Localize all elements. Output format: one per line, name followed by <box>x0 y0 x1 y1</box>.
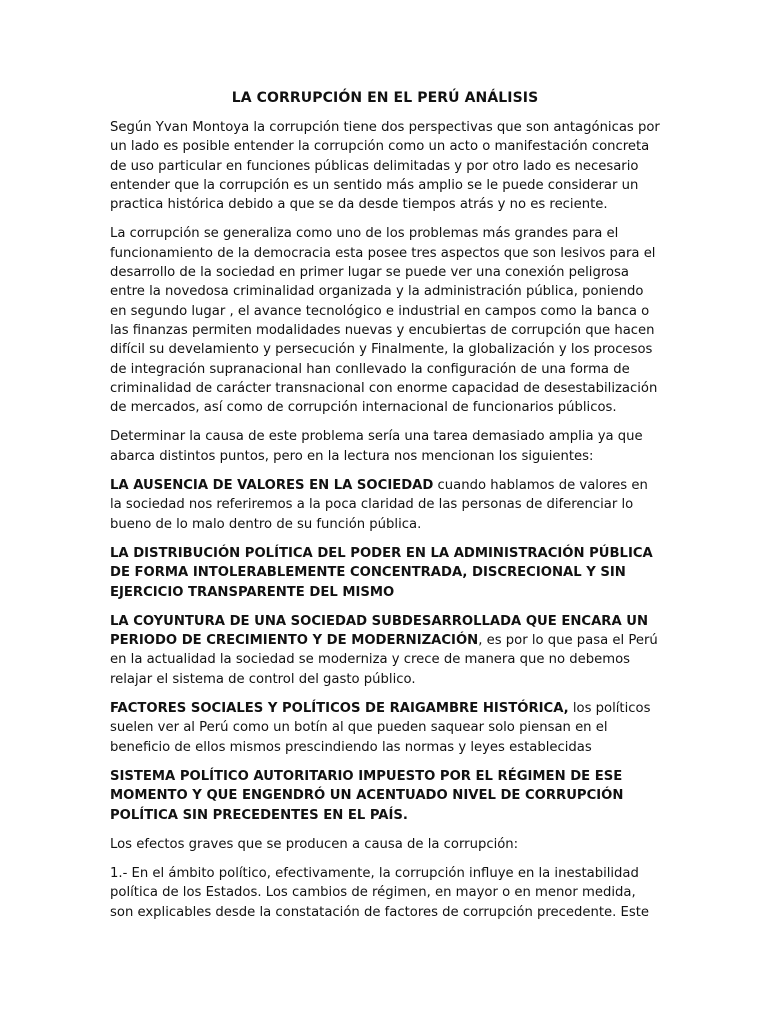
paragraph-causes-intro: Determinar la causa de este problema sería una tarea demasiado amplia ya que abarca distintos puntos, pero en la lectura nos mencionan los siguientes: <box>110 429 643 464</box>
paragraph-cause-underdeveloped-society <box>110 612 660 689</box>
paragraph-effect-political: 1.- En el ámbito político, efectivamente, la corrupción influye en la inestabilidad política de los Estados. Los cambios de régimen, en mayor o en menor medida, son explicables desde la constatación de factores de corrupción precedente. Este <box>110 866 650 920</box>
paragraph-cause-historical-factors <box>110 699 660 757</box>
paragraph-cause-values <box>110 476 660 534</box>
paragraph-cause-power-distribution: LA DISTRIBUCIÓN POLÍTICA DEL PODER EN LA ADMINISTRACIÓN PÚBLICA DE FORMA INTOLERABLEMENTE CONCENTRADA, DISCRECIONAL Y SIN EJERCICIO TRANSPARENTE DEL MISMO <box>110 545 653 600</box>
paragraph-cause-authoritarian-system: SISTEMA POLÍTICO AUTORITARIO IMPUESTO POR EL RÉGIMEN DE ESE MOMENTO Y QUE ENGENDRÓ UN ACENTUADO NIVEL DE CORRUPCIÓN POLÍTICA SIN PRECEDENTES EN EL PAÍS. <box>110 768 624 823</box>
paragraph-montoya-perspectives: Según Yvan Montoya la corrupción tiene dos perspectivas que son antagónicas por un lado es posible entender la corrupción como un acto o manifestación concreta de uso particular en funciones públicas delimitadas y por otro lado es necesario entender que la corrupción es un sentido más amplio se le puede considerar un practica histórica debido a que se da desde tiempos atrás y no es reciente. <box>110 120 660 213</box>
paragraph-effects-intro: Los efectos graves que se producen a causa de la corrupción: <box>110 836 519 852</box>
cause-historical-heading: FACTORES SOCIALES Y POLÍTICOS DE RAIGAMBRE HISTÓRICA, <box>110 701 569 717</box>
cause-values-text: cuando hablamos de valores en la sociedad nos referiremos a la poca claridad de las personas de diferenciar lo bueno de lo malo dentro de su función pública. <box>110 478 648 532</box>
paragraph-democracy-aspects: La corrupción se generaliza como uno de los problemas más grandes para el funcionamiento de la democracia esta posee tres aspectos que son lesivos para el desarrollo de la sociedad en primer lugar se puede ver una conexión peligrosa entre la novedosa criminalidad organizada y la administración pública, poniendo en segundo lugar , el avance tecnológico e industrial en campos como la banca o las finanzas permiten modalidades nuevas y encubiertas de corrupción que hacen difícil su develamiento y persecución y Finalmente, la globalización y los procesos de integración supranacional han conllevado la configuración de una forma de criminalidad de carácter transnacional con enorme capacidad de desestabilización de mercados, así como de corrupción internacional de funcionarios públicos. <box>110 226 658 416</box>
document-title: LA CORRUPCIÓN EN EL PERÚ ANÁLISIS <box>231 90 539 106</box>
cause-values-heading: LA AUSENCIA DE VALORES EN LA SOCIEDAD <box>110 478 434 494</box>
cause-historical-text: los políticos suelen ver al Perú como un botín al que pueden saquear solo piensan en el beneficio de ellos mismos prescindiendo las normas y leyes establecidas <box>110 701 651 755</box>
cause-underdeveloped-heading: LA COYUNTURA DE UNA SOCIEDAD SUBDESARROLLADA QUE ENCARA UN PERIODO DE CRECIMIENTO Y DE MODERNIZACIÓN <box>110 613 648 649</box>
cause-underdeveloped-text: , es por lo que pasa el Perú en la actualidad la sociedad se moderniza y crece de manera que no debemos relajar el sistema de control del gasto público. <box>110 633 658 687</box>
